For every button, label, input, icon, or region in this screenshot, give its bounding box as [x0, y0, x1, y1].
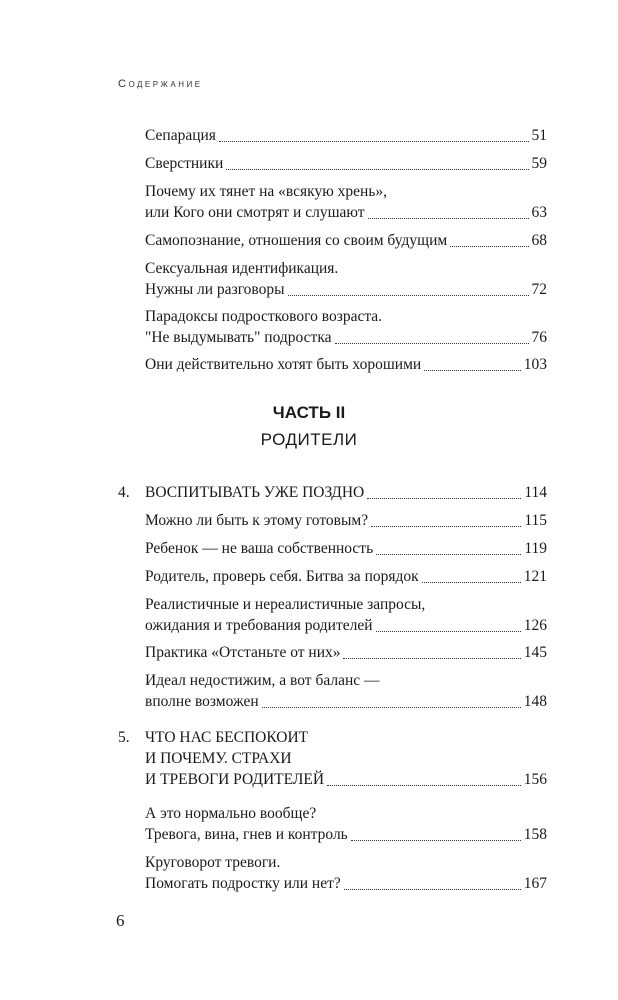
toc-entry[interactable] — [145, 614, 547, 638]
toc-entry[interactable] — [145, 326, 547, 350]
toc-chapter-title-line1: ЧТО НАС БЕСПОКОИТ — [145, 729, 309, 746]
toc-entry-title-line1: Парадоксы подросткового возраста. — [145, 308, 383, 325]
toc-entry-page: 68 — [531, 232, 547, 249]
dot-leader — [422, 582, 521, 583]
toc-entry-title: Ребенок — не ваша собственность — [145, 540, 374, 557]
toc-entry[interactable] — [145, 565, 547, 589]
toc-entry-title-line1: Круговорот тревоги. — [145, 854, 281, 871]
toc-entry-page: 59 — [531, 155, 547, 172]
toc-entry-title-line1: А это нормально вообще? — [145, 805, 317, 822]
toc-entry[interactable] — [145, 690, 547, 714]
chapter-number: 5. — [118, 729, 130, 746]
toc-entry-title: Тревога, вина, гнев и контроль — [145, 826, 348, 843]
dot-leader — [335, 343, 529, 344]
dot-leader — [219, 141, 529, 142]
toc-entry-title: Самопознание, отношения со своим будущим — [145, 232, 448, 249]
toc-entry-title: Нужны ли разговоры — [145, 281, 285, 298]
toc-entry[interactable] — [145, 201, 547, 225]
running-head: Содержание — [118, 78, 203, 90]
toc-entry-title: ожидания и требования родителей — [145, 617, 373, 634]
toc-entry-title-line1: Идеал недостижим, а вот баланс — — [145, 672, 380, 689]
toc-entry-page: 148 — [523, 693, 547, 710]
toc-entry-title: Сверстники — [145, 155, 224, 172]
dot-leader — [262, 707, 521, 708]
toc-entry-title: Помогать подростку или нет? — [145, 875, 341, 892]
toc-entry-page: 167 — [523, 875, 547, 892]
toc-entry-title: Они действительно хотят быть хорошими — [145, 356, 422, 373]
toc-chapter-entry[interactable] — [145, 481, 547, 505]
toc-entry-title: или Кого они смотрят и слушают — [145, 204, 365, 221]
toc-entry-title: Сепарация — [145, 127, 216, 144]
dot-leader — [450, 246, 528, 247]
dot-leader — [351, 840, 521, 841]
toc-entry-title-line1: Сексуальная идентификация. — [145, 260, 339, 277]
toc-entry[interactable] — [145, 872, 547, 896]
dot-leader — [288, 295, 529, 296]
toc-entry[interactable] — [145, 152, 547, 176]
toc-chapter-entry[interactable] — [145, 768, 547, 792]
toc-entry-page: 114 — [524, 484, 547, 501]
dot-leader — [327, 785, 521, 786]
toc-entry-title-line1: Почему их тянет на «всякую хрень», — [145, 183, 388, 200]
toc-entry-page: 119 — [524, 540, 547, 557]
toc-entry-page: 145 — [523, 644, 547, 661]
toc-chapter-title-line2: И ПОЧЕМУ. СТРАХИ — [145, 750, 292, 767]
dot-leader — [344, 889, 521, 890]
toc-entry[interactable] — [145, 509, 547, 533]
dot-leader — [371, 526, 521, 527]
toc-entry[interactable] — [145, 641, 547, 665]
dot-leader — [368, 218, 529, 219]
toc-entry-title: вполне возможен — [145, 693, 259, 710]
toc-entry[interactable] — [145, 353, 547, 377]
toc-entry[interactable] — [145, 278, 547, 302]
toc-entry-page: 63 — [531, 204, 547, 221]
toc-entry-title: Можно ли быть к этому готовым? — [145, 512, 369, 529]
dot-leader — [376, 631, 521, 632]
toc-entry-title: Родитель, проверь себя. Битва за порядок — [145, 568, 419, 585]
toc-entry[interactable] — [145, 124, 547, 148]
dot-leader — [367, 498, 521, 499]
dot-leader — [424, 370, 521, 371]
toc-entry-page: 126 — [523, 617, 547, 634]
toc-entry-page: 121 — [523, 568, 547, 585]
toc-entry-title: Практика «Отстаньте от них» — [145, 644, 341, 661]
toc-entry-page: 156 — [523, 771, 547, 788]
toc-chapter-title: ВОСПИТЫВАТЬ УЖЕ ПОЗДНО — [145, 484, 365, 501]
toc-entry-page: 76 — [531, 329, 547, 346]
toc-entry-title-line1: Реалистичные и нереалистичные запросы, — [145, 596, 426, 613]
part-label: ЧАСТЬ II — [272, 403, 346, 422]
toc-entry[interactable] — [145, 823, 547, 847]
dot-leader — [376, 554, 521, 555]
part-name: РОДИТЕЛИ — [260, 430, 358, 449]
toc-entry-page: 115 — [524, 512, 547, 529]
chapter-number: 4. — [118, 484, 130, 501]
toc-entry-page: 72 — [531, 281, 547, 298]
toc-entry-title: "Не выдумывать" подростка — [145, 329, 332, 346]
page-number: 6 — [116, 911, 125, 930]
toc-entry[interactable] — [145, 537, 547, 561]
toc-entry[interactable] — [145, 229, 547, 253]
dot-leader — [343, 658, 520, 659]
toc-entry-page: 103 — [523, 356, 547, 373]
toc-entry-page: 51 — [531, 127, 547, 144]
toc-entry-page: 158 — [523, 826, 547, 843]
dot-leader — [226, 169, 528, 170]
toc-chapter-title: И ТРЕВОГИ РОДИТЕЛЕЙ — [145, 771, 325, 788]
